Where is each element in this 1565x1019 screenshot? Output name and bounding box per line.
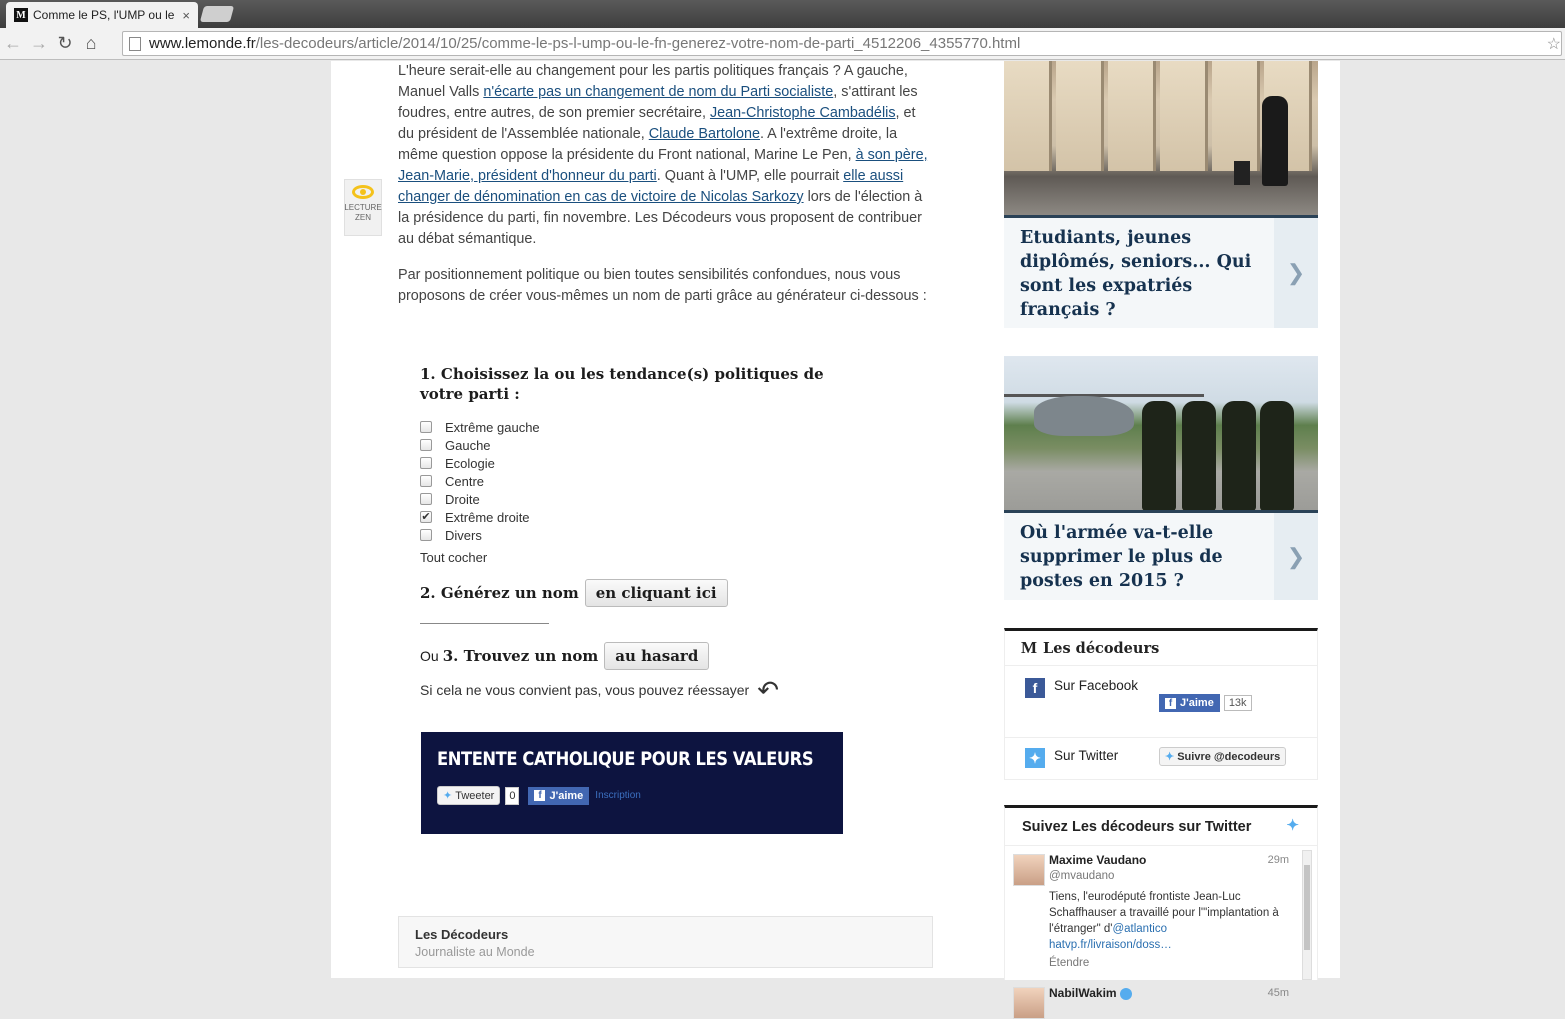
lemonde-favicon-icon: M bbox=[14, 8, 28, 22]
checkbox-row[interactable] bbox=[420, 508, 860, 526]
random-button[interactable]: au hasard bbox=[604, 642, 709, 670]
forward-arrow-icon[interactable]: → bbox=[30, 33, 48, 53]
link-valls[interactable]: n'écarte pas un changement de nom du Parti socialiste bbox=[483, 84, 834, 100]
author-name[interactable]: Les Décodeurs bbox=[415, 927, 509, 942]
tweet bbox=[1005, 846, 1317, 971]
twitter-label[interactable]: Sur Twitter bbox=[1054, 748, 1119, 763]
checkbox-row[interactable] bbox=[420, 436, 860, 454]
checkbox-label: Gauche bbox=[445, 437, 491, 453]
eye-icon bbox=[352, 185, 374, 199]
verified-icon bbox=[1120, 988, 1132, 1000]
text-span: lors de l'élection à la présidence du parti, fin novembre. Les Décodeurs vous proposent de contribuer au débat sémantique. bbox=[398, 189, 923, 247]
follow-button[interactable] bbox=[1159, 747, 1286, 766]
tweet-user-name: NabilWakim bbox=[1049, 986, 1117, 1000]
twitter-row bbox=[1005, 738, 1317, 780]
tweet-user[interactable]: Maxime Vaudano bbox=[1049, 853, 1147, 867]
tweet-time[interactable]: 45m bbox=[1267, 987, 1289, 999]
checkbox[interactable] bbox=[420, 529, 432, 541]
text-span: , et du président de l'Assemblée nationale, bbox=[398, 105, 916, 142]
twitter-feed bbox=[1004, 805, 1318, 1000]
retry-text: Si cela ne vous convient pas, vous pouvez réessayer bbox=[420, 682, 750, 698]
twitter-bird-icon: ✦ bbox=[443, 790, 453, 802]
feed-scrollbar[interactable] bbox=[1302, 850, 1312, 980]
author-role: Journaliste au Monde bbox=[415, 945, 535, 959]
step2-row bbox=[420, 579, 860, 607]
twitter-icon[interactable]: ✦ bbox=[1025, 748, 1045, 768]
expand-link[interactable]: Étendre bbox=[1049, 957, 1090, 969]
photo-detail bbox=[1142, 401, 1176, 511]
step1-heading: 1. Choisissez la ou les tendance(s) politiques de votre parti : bbox=[420, 365, 824, 403]
facebook-like-button[interactable] bbox=[1159, 694, 1220, 712]
article-paragraph-1 bbox=[398, 61, 933, 250]
article-body bbox=[398, 61, 933, 322]
checkbox-row[interactable] bbox=[420, 472, 860, 490]
checkbox-row[interactable] bbox=[420, 526, 860, 544]
photo-detail bbox=[1160, 61, 1208, 171]
link-bartolone[interactable]: Claude Bartolone bbox=[648, 126, 760, 142]
text-span: , s'attirant les foudres, entre autres, de son premier secrétaire, bbox=[398, 84, 918, 121]
tweet-text bbox=[1049, 889, 1291, 953]
address-bar[interactable] bbox=[122, 31, 1562, 56]
photo-detail bbox=[1004, 61, 1052, 171]
result-box bbox=[421, 732, 843, 834]
share-signup bbox=[595, 790, 641, 801]
page-icon bbox=[129, 37, 141, 51]
photo-detail bbox=[1182, 401, 1216, 511]
checkbox-label: Ecologie bbox=[445, 455, 495, 471]
share-row bbox=[437, 786, 827, 805]
checkbox[interactable] bbox=[420, 439, 432, 451]
text-span: . Quant à l'UMP, elle pourrait bbox=[656, 168, 844, 184]
card-body bbox=[1004, 218, 1318, 328]
card-body bbox=[1004, 513, 1318, 600]
reload-icon[interactable]: ↻ bbox=[57, 33, 73, 53]
tweet-time[interactable]: 29m bbox=[1267, 854, 1289, 866]
photo-detail bbox=[1108, 61, 1156, 171]
tab-bar bbox=[0, 0, 1565, 28]
tweet bbox=[1005, 971, 1317, 1001]
retry-arrow-icon[interactable]: ↶ bbox=[757, 675, 779, 705]
checkbox[interactable] bbox=[420, 421, 432, 433]
like-label: J'aime bbox=[549, 789, 584, 802]
photo-detail bbox=[1056, 61, 1104, 171]
lecture-zen-button[interactable] bbox=[344, 179, 382, 236]
tweet-link[interactable]: @atlantico hatvp.fr/livraison/doss… bbox=[1049, 923, 1172, 951]
checkbox-label: Extrême gauche bbox=[445, 419, 540, 435]
photo-detail bbox=[1222, 401, 1256, 511]
text-span: L'heure serait-elle au changement pour les partis politiques français ? A gauche, Manuel Valls bbox=[398, 63, 908, 100]
link-sarkozy[interactable]: elle aussi changer de dénomination en cas de victoire de Nicolas Sarkozy bbox=[398, 168, 904, 205]
follow-label: Suivre @decodeurs bbox=[1177, 750, 1281, 763]
facebook-row bbox=[1005, 666, 1317, 738]
card-title[interactable]: Où l'armée va-t-elle supprimer le plus de postes en 2015 ? bbox=[1020, 523, 1223, 591]
tweet-user[interactable] bbox=[1049, 985, 1291, 1001]
facebook-label[interactable]: Sur Facebook bbox=[1054, 678, 1139, 693]
checkbox-label: Extrême droite bbox=[445, 509, 530, 525]
generate-button[interactable]: en cliquant ici bbox=[585, 579, 728, 607]
step2-heading: 2. Générez un nom bbox=[420, 584, 579, 602]
tab-title: Comme le PS, l'UMP ou le bbox=[33, 8, 175, 22]
photo-detail bbox=[1234, 161, 1250, 185]
chevron-right-icon[interactable]: ❯ bbox=[1274, 513, 1318, 600]
checkbox-label: Centre bbox=[445, 473, 485, 489]
tendency-checklist bbox=[420, 418, 860, 544]
text-span: . A l'extrême droite, la même question oppose la présidente du Front national, Marine Le Pen, bbox=[398, 126, 898, 163]
scroll-thumb[interactable] bbox=[1304, 865, 1310, 950]
tweet-body: Tiens, l'eurodéputé frontiste Jean-Luc Schaffhauser a travaillé pour l'"implantation à l'étranger" d' bbox=[1049, 891, 1279, 935]
author-box bbox=[398, 916, 933, 968]
related-card-expatries[interactable] bbox=[1004, 61, 1318, 328]
retry-row bbox=[420, 675, 860, 705]
url-host: www.lemonde.fr bbox=[149, 35, 256, 52]
tweet-button[interactable] bbox=[437, 786, 500, 805]
like-label: J'aime bbox=[1180, 697, 1214, 709]
party-name-generator bbox=[420, 364, 860, 705]
checkbox-row[interactable] bbox=[420, 490, 860, 508]
checkbox[interactable] bbox=[420, 475, 432, 487]
tweet-handle[interactable]: @mvaudano bbox=[1049, 870, 1115, 882]
step3-row bbox=[420, 642, 860, 670]
url-path: /les-decodeurs/article/2014/10/25/comme-le-ps-l-ump-ou-le-fn-generez-votre-nom-de-parti_4512206_4355770.html bbox=[255, 35, 1021, 52]
facebook-like-widget bbox=[1159, 694, 1252, 712]
avatar[interactable] bbox=[1013, 987, 1045, 1019]
decodeurs-social-box bbox=[1004, 628, 1318, 780]
airport-photo[interactable] bbox=[1004, 61, 1318, 218]
photo-detail bbox=[1004, 394, 1204, 397]
photo-detail bbox=[1034, 396, 1134, 436]
select-all-link[interactable]: Tout cocher bbox=[420, 550, 488, 565]
browser-toolbar bbox=[0, 28, 1565, 60]
link-cambadelis[interactable]: Jean-Christophe Cambadélis bbox=[709, 105, 896, 121]
twitter-bird-icon[interactable]: ✦ bbox=[1286, 817, 1299, 834]
or-label: Ou bbox=[420, 648, 439, 664]
army-photo[interactable] bbox=[1004, 356, 1318, 513]
checkbox[interactable] bbox=[420, 457, 432, 469]
checkbox-label: Divers bbox=[445, 527, 482, 543]
chevron-right-icon[interactable]: ❯ bbox=[1274, 218, 1318, 328]
zen-label-2: ZEN bbox=[355, 213, 371, 222]
decodeurs-header bbox=[1005, 631, 1317, 666]
tweet-count: 0 bbox=[505, 787, 519, 805]
step3-heading: 3. Trouvez un nom bbox=[442, 647, 599, 665]
link-le-pen[interactable]: à son père, Jean-Marie, président d'honneur du parti bbox=[398, 147, 928, 184]
facebook-icon[interactable]: f bbox=[1025, 678, 1045, 698]
bookmark-star-icon[interactable]: ☆ bbox=[1546, 36, 1561, 53]
twitter-bird-icon: ✦ bbox=[1165, 751, 1175, 763]
photo-detail bbox=[1212, 61, 1260, 171]
generated-party-name: ENTENTE CATHOLIQUE POUR LES VALEURS bbox=[437, 748, 814, 770]
like-count: 13k bbox=[1224, 695, 1252, 711]
checkbox-checked[interactable]: ✔ bbox=[421, 511, 431, 523]
card-title[interactable]: Etudiants, jeunes diplômés, seniors... Qui sont les expatriés français ? bbox=[1020, 228, 1252, 320]
signup-link[interactable]: Inscription bbox=[595, 790, 641, 801]
article-paragraph-2: Par positionnement politique ou bien toutes sensibilités confondues, nous vous proposons de créer vous-mêmes un nom de parti grâce au générateur ci-dessous : bbox=[398, 267, 927, 304]
decodeurs-title: Les décodeurs bbox=[1043, 639, 1160, 657]
photo-detail bbox=[1260, 401, 1294, 511]
facebook-icon: f bbox=[534, 790, 545, 801]
related-card-armee[interactable] bbox=[1004, 356, 1318, 600]
divider bbox=[420, 623, 549, 624]
checkbox-row[interactable] bbox=[420, 418, 860, 436]
checkbox[interactable] bbox=[420, 493, 432, 505]
photo-detail bbox=[1262, 96, 1288, 186]
tweet-label: Tweeter bbox=[455, 789, 495, 802]
facebook-like-button[interactable] bbox=[528, 787, 589, 805]
checkbox-row[interactable] bbox=[420, 454, 860, 472]
home-icon[interactable]: ⌂ bbox=[85, 33, 97, 53]
feed-title[interactable]: Suivez Les décodeurs sur Twitter bbox=[1022, 818, 1252, 835]
tab-close-icon[interactable]: × bbox=[182, 7, 190, 23]
feed-header bbox=[1005, 808, 1317, 846]
tab-active[interactable] bbox=[6, 2, 198, 28]
lemonde-logo-icon: M bbox=[1021, 638, 1038, 657]
back-arrow-icon[interactable]: ← bbox=[4, 33, 22, 53]
facebook-icon: f bbox=[1165, 698, 1176, 709]
avatar[interactable] bbox=[1013, 854, 1045, 886]
new-tab-button[interactable] bbox=[200, 6, 234, 22]
checkbox-label: Droite bbox=[445, 491, 480, 507]
page-content bbox=[331, 61, 1340, 1000]
zen-label-1: LECTURE bbox=[344, 203, 382, 212]
